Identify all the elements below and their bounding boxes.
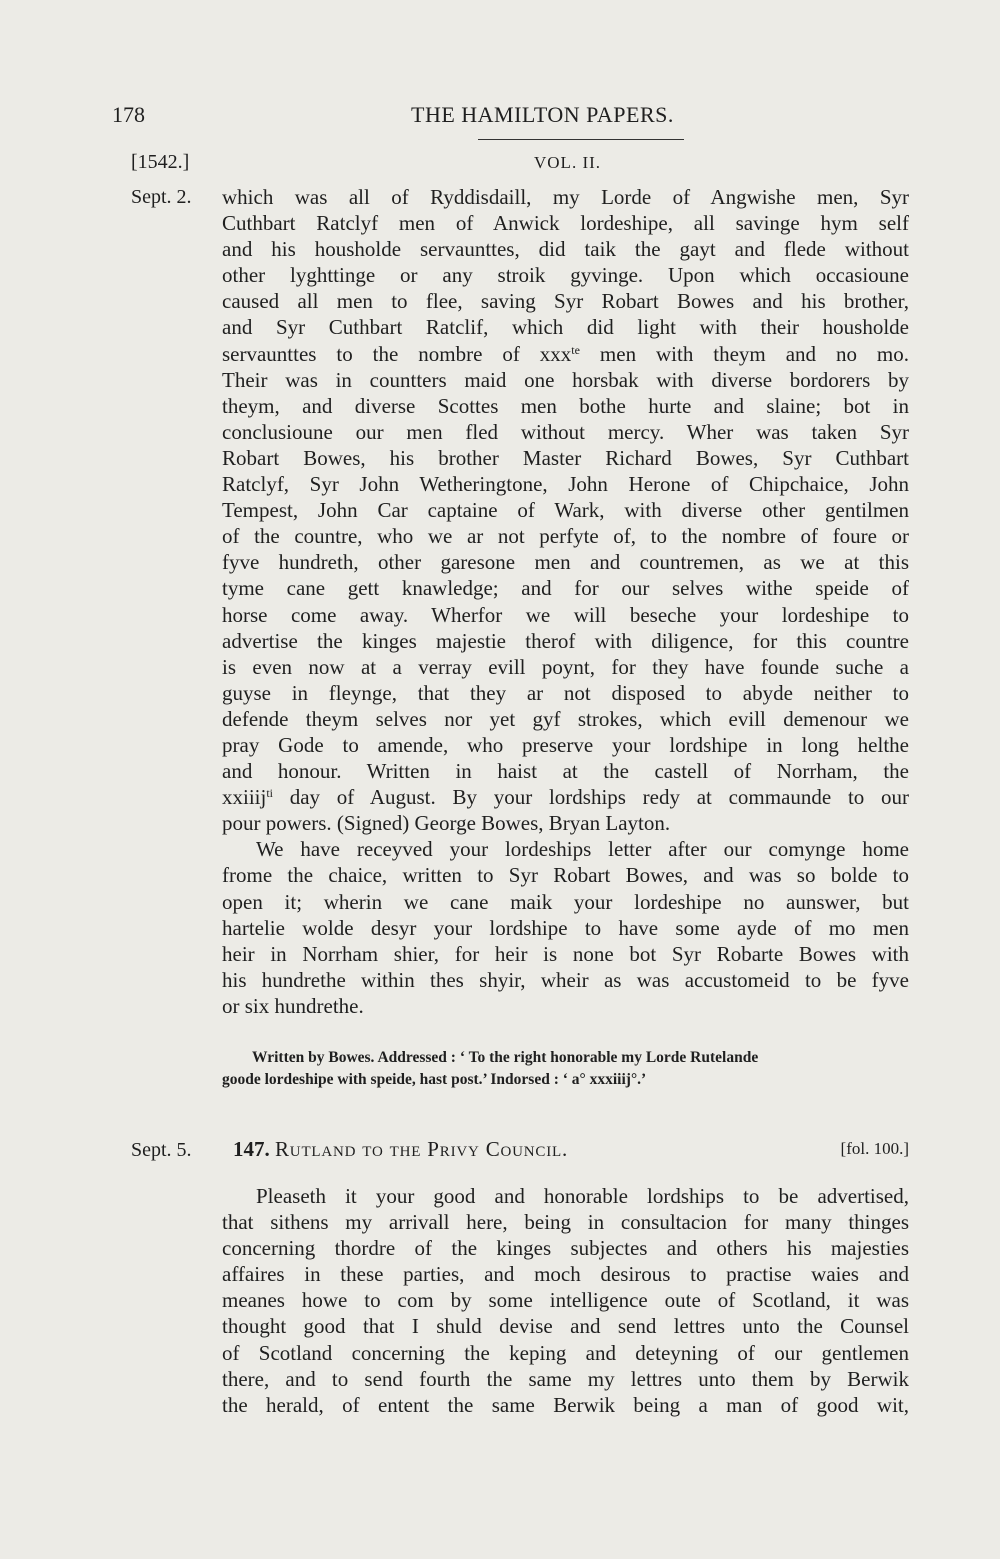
document-heading xyxy=(233,1137,909,1162)
text-line: frome the chaice, written to Syr Robart Bowes, and was so bolde to xyxy=(222,863,909,888)
superscript: te xyxy=(571,342,580,357)
editorial-note xyxy=(222,1047,909,1091)
letter-body xyxy=(222,184,909,1019)
text-line: pray Gode to amende, who preserve your lordshipe in long helthe xyxy=(222,732,909,757)
text-line: and Syr Cuthbart Ratclif, which did light with their housholde xyxy=(222,315,909,340)
volume-label: VOL. II. xyxy=(534,153,602,172)
superscript: ti xyxy=(266,786,274,801)
text-line: conclusioune our men fled without mercy. Wher was taken Syr xyxy=(222,419,909,444)
text-line: caused all men to flee, saving Syr Robart Bowes and his brother, xyxy=(222,289,909,314)
text-line: heir in Norrham shier, for heir is none bot Syr Robarte Bowes with xyxy=(222,941,909,966)
line-text: day of August. By your lordships redy at commaunde to our xyxy=(273,785,909,810)
text-line: there, and to send fourth the same my lettres unto them by Berwik xyxy=(222,1366,909,1391)
running-title: THE HAMILTON PAPERS. xyxy=(411,102,674,127)
document-number: 147. xyxy=(233,1137,270,1161)
line-text: men with theym and no mo. xyxy=(579,341,909,366)
text-line: or six hundrethe. xyxy=(222,993,364,1018)
text-line: horse come away. Wherfor we will beseche your lordeshipe to xyxy=(222,602,909,627)
text-line: pour powers. (Signed) George Bowes, Bryan Layton. xyxy=(222,811,671,836)
text-line: his hundrethe within thes shyir, wheir as was accustomeid to be fyve xyxy=(222,967,909,992)
text-line: hartelie wolde desyr your lordshipe to have some ayde of mo men xyxy=(222,915,909,940)
text-line: other lyghttinge or any stroik gyvinge. Upon which occasioune xyxy=(222,263,909,288)
text-line: that sithens my arrivall here, being in consultacion for many thinges xyxy=(222,1210,909,1235)
text-line: is even now at a verray evill poynt, for they have founde suche a xyxy=(222,654,909,679)
text-line: and honour. Written in haist at the castell of Norrham, the xyxy=(222,759,909,784)
text-line xyxy=(222,341,909,367)
text-line: defende theym selves nor yet gyf strokes, which evill demenour we xyxy=(222,706,909,731)
text-line: We have receyved your lordeships letter after our comynge home xyxy=(256,837,909,862)
text-line: advertise the kinges majestie therof with diligence, for this countre xyxy=(222,628,909,653)
text-line: the herald, of entent the same Berwik being a man of good wit, xyxy=(222,1392,909,1417)
text-line: and his housholde servaunttes, did taik the gayt and flede without xyxy=(222,237,909,262)
text-line: fyve hundreth, other garesone men and countremen, as we at this xyxy=(222,550,909,575)
page-number: 178 xyxy=(112,102,145,127)
text-line: affaires in these parties, and moch desirous to practise waies and xyxy=(222,1262,909,1287)
text-line: of the countre, who we ar not perfyte of, to the nombre of foure or xyxy=(222,524,909,549)
text-line: thought good that I shuld devise and send lettres unto the Counsel xyxy=(222,1314,909,1339)
text-line: meanes howe to com by some intelligence oute of Scotland, it was xyxy=(222,1288,909,1313)
year-margin: [1542.] xyxy=(131,151,190,173)
text-line: Tempest, John Car captaine of Wark, with diverse other gentilmen xyxy=(222,498,909,523)
text-line: Pleaseth it your good and honorable lordships to be advertised, xyxy=(256,1184,909,1208)
text-line: Ratclyf, Syr John Wetheringtone, John Herone of Chipchaice, John xyxy=(222,472,909,497)
text-line: tyme cane gett knawledge; and for our selves withe speide of xyxy=(222,576,909,601)
text-line: Cuthbart Ratclyf men of Anwick lordeshipe, all savinge hym self xyxy=(222,211,909,236)
line-text: servaunttes to the nombre of xxx xyxy=(222,341,572,366)
text-line: concerning thordre of the kinges subjectes and others his majesties xyxy=(222,1236,909,1261)
text-line: of Scotland concerning the keping and deteyning of our gentlemen xyxy=(222,1340,909,1365)
text-line xyxy=(222,784,909,810)
letter-date: Sept. 2. xyxy=(131,186,192,208)
note-line: goode lordeshipe with speide, hast post.’ Indorsed : ‘ a° xxxiiij°.’ xyxy=(222,1071,647,1088)
text-line: which was all of Ryddisdaill, my Lorde of Angwishe men, Syr xyxy=(222,185,909,209)
text-line: Robart Bowes, his brother Master Richard Bowes, Syr Cuthbart xyxy=(222,445,909,470)
document-title: Rutland to the Privy Council. xyxy=(275,1137,569,1161)
folio-reference: [fol. 100.] xyxy=(840,1139,909,1158)
text-line: guyse in fleynge, that they ar not disposed to abyde neither to xyxy=(222,680,909,705)
title-rule xyxy=(478,139,684,140)
note-line: Written by Bowes. Addressed : ‘ To the right honorable my Lorde Rutelande xyxy=(252,1049,759,1066)
letter-date: Sept. 5. xyxy=(131,1139,192,1161)
text-line: open it; wherin we cane maik your lordeshipe no aunswer, but xyxy=(222,889,909,914)
letter-body xyxy=(222,1183,909,1418)
text-line: theym, and diverse Scottes men bothe hurte and slaine; bot in xyxy=(222,393,909,418)
line-text: xxiiij xyxy=(222,785,267,810)
text-line: Their was in countters maid one horsbak with diverse bordorers by xyxy=(222,367,909,392)
